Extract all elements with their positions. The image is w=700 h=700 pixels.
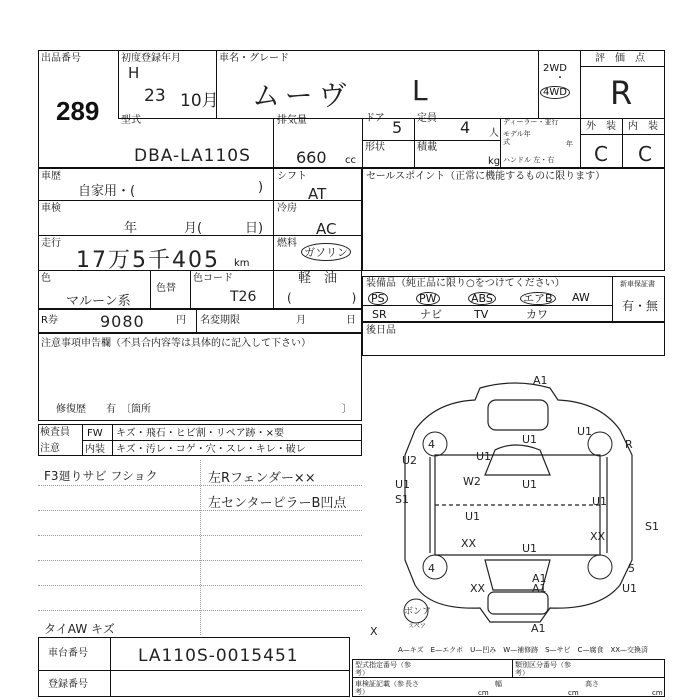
damage-mark: A1 — [532, 582, 547, 595]
model-year-label: モデル年式 — [503, 130, 531, 146]
divider — [190, 270, 191, 309]
equipment-item: ABS — [468, 292, 496, 305]
fuel-paren: ( ) — [287, 291, 357, 305]
recycle-value: 9080 — [100, 312, 145, 331]
damage-mark: W2 — [463, 475, 481, 488]
divider — [512, 659, 513, 677]
tire-rear-left — [423, 555, 447, 579]
divider — [110, 637, 111, 697]
reg-label: 登録番号 — [48, 679, 88, 690]
divider — [150, 270, 151, 309]
shift-label: シフト — [277, 171, 307, 182]
checker-fw: FW — [87, 428, 103, 439]
mileage-unit: km — [234, 258, 250, 269]
warranty-label: 新車保証書 — [620, 280, 655, 288]
divider — [273, 118, 274, 168]
color-value: マルーン系 — [66, 294, 131, 309]
checker-notes-label: 注意 — [40, 443, 60, 454]
shape-label: 形状 — [365, 142, 385, 153]
checker-int-items: キズ・汚レ・コゲ・穴・スレ・キレ・破レ — [116, 444, 306, 455]
divider — [362, 140, 500, 141]
ac-value: AC — [316, 220, 337, 238]
divider — [414, 118, 415, 168]
mileage-label: 走行 — [41, 238, 61, 249]
inspection-year: 年 — [124, 221, 138, 236]
fuel-light-oil: 軽 油 — [298, 271, 338, 286]
grade: L — [412, 74, 428, 107]
drive-4wd: 4WD — [540, 86, 570, 99]
color-change-label: 色替 — [156, 283, 176, 294]
divider — [538, 50, 539, 118]
chassis-value: LA110S-0015451 — [138, 646, 299, 666]
divider — [82, 440, 362, 441]
dealer-label: ディーラー・並行 — [503, 118, 559, 126]
equipment-item: エアB — [520, 292, 556, 305]
shift-value: AT — [308, 185, 327, 203]
handwritten-note-4: タイAW キズ — [44, 622, 115, 636]
drive-dot: ・ — [555, 73, 565, 84]
history-label: 車歴 — [41, 171, 61, 182]
damage-mark: U1 — [522, 433, 538, 446]
damage-mark: U1 — [465, 510, 481, 523]
mileage-value: 17万5千405 — [76, 248, 220, 273]
disp-unit: cc — [345, 155, 356, 166]
damage-mark: A1 — [532, 572, 547, 585]
spec-label: 型式指定番号（参考） — [355, 661, 411, 677]
equipment-item: AW — [572, 291, 590, 304]
damage-mark: 4 — [428, 562, 435, 575]
divider — [118, 50, 119, 118]
owner-frame — [362, 322, 665, 356]
reg-year: 23 — [144, 86, 166, 106]
ext-grade: C — [594, 142, 608, 166]
color-code-label: 色コード — [193, 273, 233, 284]
first-reg-label: 初度登録年月 — [121, 53, 181, 64]
int-label: 内 装 — [628, 121, 658, 132]
damage-mark: U1 — [522, 542, 538, 555]
drive-2wd: 2WD — [543, 63, 567, 74]
divider — [500, 118, 501, 168]
checker-int: 内装 — [85, 444, 105, 455]
period-day: 日 — [346, 315, 356, 326]
damage-mark: XX — [470, 582, 486, 595]
load-unit: kg — [488, 156, 501, 167]
sales-frame — [362, 168, 665, 271]
score-value: R — [610, 74, 633, 112]
damage-mark: U1 — [622, 582, 638, 595]
color-code-value: T26 — [230, 289, 257, 305]
spare-label-text: スペア — [408, 623, 427, 630]
damage-mark: U1 — [395, 478, 411, 491]
damage-mark: U2 — [402, 454, 418, 467]
damage-mark: U1 — [577, 425, 593, 438]
fuel-label: 燃料 — [277, 238, 297, 249]
equipment-item: ナビ — [420, 308, 442, 321]
recycle-label: R券 — [41, 315, 58, 326]
year-unit: 年 — [566, 140, 573, 148]
cap-unit: 人 — [489, 128, 499, 139]
divider — [352, 677, 665, 678]
lot-label: 出品番号 — [41, 53, 81, 64]
cert-label: 車検証記載（参考） — [355, 680, 404, 696]
car-name: ムーヴ — [252, 79, 353, 112]
spare-stamp-text: ボンア — [404, 607, 432, 617]
damage-mark: U1 — [592, 495, 608, 508]
divider — [362, 118, 363, 168]
color-label: 色 — [41, 273, 51, 284]
handwritten-note-3: 左センターピラーB凹点 — [208, 496, 347, 511]
history-close: ) — [258, 180, 264, 195]
damage-legend: A—キズ E—エクボ U—凹み W—補修跡 S—サビ C—腐食 XX—交換済 — [398, 646, 649, 654]
damage-mark: S1 — [645, 520, 659, 533]
inspection-month: 月( — [184, 221, 203, 236]
chassis-label: 車台番号 — [48, 648, 88, 659]
repair-close: 〕 — [342, 404, 352, 415]
damage-mark: 4 — [428, 438, 435, 451]
recycle-unit: 円 — [176, 315, 186, 326]
handwritten-note-1: F3廻りサビ フショク — [44, 469, 158, 483]
ext-label: 外 装 — [586, 121, 616, 132]
ac-label: 冷房 — [277, 203, 297, 214]
damage-mark: R — [625, 438, 633, 451]
len-label: 長さ — [405, 680, 419, 688]
inspection-day: 日) — [245, 221, 264, 236]
divider — [622, 118, 623, 168]
lot-number: 289 — [56, 96, 100, 126]
damage-mark: U1 — [522, 478, 538, 491]
equipment-item: カワ — [526, 308, 548, 321]
divider — [273, 168, 274, 309]
tire-front-left — [423, 432, 447, 456]
period-month: 月 — [296, 315, 306, 326]
checker-fw-items: キズ・飛石・ヒビ割・リペア跡・×要 — [116, 428, 284, 439]
notes-label: 注意事項申告欄（不具合内容等は具体的に記入して下さい） — [41, 338, 311, 349]
divider — [580, 66, 665, 67]
period-label: 名変期限 — [200, 315, 240, 326]
era: H — [128, 64, 140, 82]
hei-unit: cm — [652, 689, 663, 697]
owner-label: 後日品 — [366, 325, 396, 336]
equipment-item: TV — [474, 308, 489, 321]
disp-value: 660 — [296, 148, 327, 167]
int-grade: C — [638, 142, 652, 166]
divider — [362, 305, 612, 306]
damage-mark: XX — [461, 537, 477, 550]
divider — [196, 309, 197, 333]
fuel-gasoline: ガソリン — [301, 243, 351, 261]
handle-label: ハンドル 左・右 — [503, 156, 555, 164]
damage-mark: X — [370, 625, 378, 638]
class-label: 類別区分番号（参考） — [515, 661, 571, 677]
tire-rear-right — [588, 555, 612, 579]
inspection-label: 車検 — [41, 203, 61, 214]
model-value: DBA-LA110S — [134, 146, 251, 166]
len-unit: cm — [478, 689, 489, 697]
damage-mark: S1 — [395, 493, 409, 506]
damage-mark: 5 — [628, 562, 635, 575]
divider — [200, 460, 201, 635]
damage-mark: U1 — [476, 450, 492, 463]
cap-label: 定員 — [417, 113, 437, 124]
divider — [580, 50, 581, 168]
history-value: 自家用・( — [78, 184, 136, 199]
checker-label: 検査員 — [40, 427, 70, 438]
door-value: 5 — [392, 118, 403, 137]
wid-label: 幅 — [495, 680, 502, 688]
cap-value: 4 — [460, 118, 471, 137]
repair-label: 修復歴 有 〔箇所 — [56, 404, 151, 415]
sales-label: セールスポイント（正常に機能するものに限ります） — [366, 171, 606, 182]
handwritten-note-2: 左Rフェンダー×× — [208, 471, 316, 486]
wid-unit: cm — [568, 689, 579, 697]
equipment-label: 装備品（純正品に限り○をつけてください） — [366, 278, 565, 289]
divider — [38, 670, 350, 671]
reg-month: 10月 — [180, 91, 219, 111]
equipment-item: PS — [368, 292, 388, 305]
equipment-item: PW — [416, 292, 440, 305]
hei-label: 高さ — [585, 680, 599, 688]
name-label: 車名・グレード — [219, 53, 289, 64]
damage-mark: A1 — [533, 374, 548, 387]
damage-mark: A1 — [531, 622, 546, 635]
damage-mark: XX — [590, 530, 606, 543]
load-label: 積載 — [417, 142, 437, 153]
door-label: ドア — [365, 113, 385, 124]
divider — [612, 276, 613, 322]
equipment-item: SR — [372, 308, 387, 321]
score-label: 評 価 点 — [595, 53, 645, 64]
disp-label: 排気量 — [277, 115, 307, 126]
warranty-value: 有・無 — [622, 299, 659, 313]
model-label: 型式 — [121, 115, 141, 126]
car-diagram — [370, 360, 665, 640]
spare-stamp — [404, 599, 431, 630]
